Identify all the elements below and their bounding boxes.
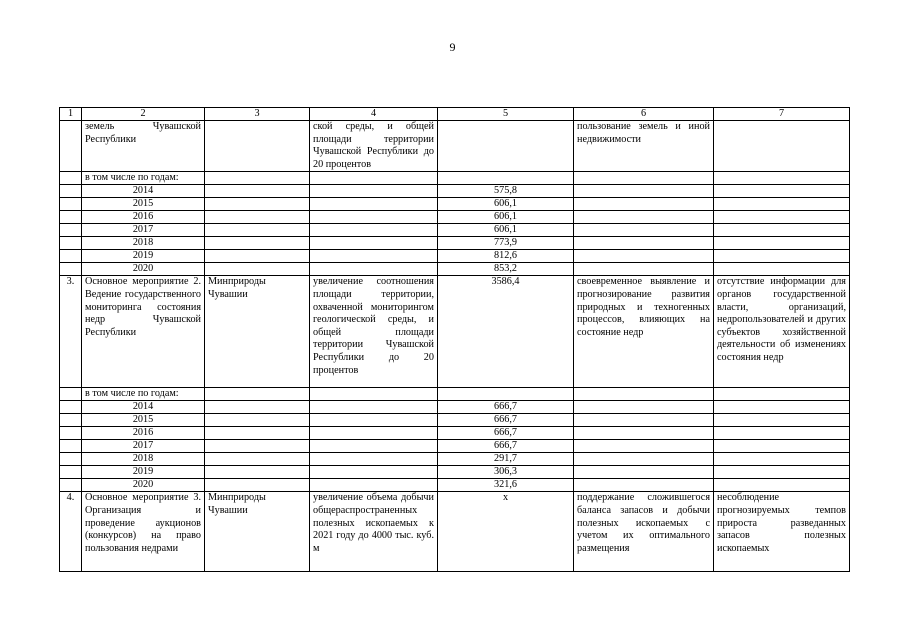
year-row bbox=[60, 466, 850, 479]
year-cell: 2017 bbox=[82, 440, 205, 453]
year-row bbox=[60, 224, 850, 237]
year-cell: 2020 bbox=[82, 479, 205, 492]
amount-cell: 291,7 bbox=[438, 453, 574, 466]
table-row bbox=[60, 121, 850, 172]
year-cell: 2019 bbox=[82, 250, 205, 263]
consequence-cell: несоблюдение прогнозируемых темпов прироста разведанных запасов полезных ископаемых bbox=[714, 492, 850, 572]
amount-cell: 666,7 bbox=[438, 401, 574, 414]
consequence-cell: отсутствие информации для органов государственной власти, организаций, недропользователей и других субъектов хозяйственной деятельности об изменениях состояния недр bbox=[714, 276, 850, 388]
year-cell: 2016 bbox=[82, 427, 205, 440]
amount-cell: 773,9 bbox=[438, 237, 574, 250]
year-row bbox=[60, 185, 850, 198]
row-number-cell: 3. bbox=[60, 276, 82, 388]
year-row bbox=[60, 211, 850, 224]
column-number-7: 7 bbox=[714, 108, 850, 121]
event-name-cell: Основное мероприятие 2. Ведение государственного мониторинга состояния недр Чувашской Республики bbox=[82, 276, 205, 388]
amount-cell: 606,1 bbox=[438, 211, 574, 224]
column-number-4: 4 bbox=[310, 108, 438, 121]
table-row bbox=[60, 492, 850, 572]
amount-cell: 666,7 bbox=[438, 440, 574, 453]
amount-cell: 606,1 bbox=[438, 198, 574, 211]
amount-cell: 3586,4 bbox=[438, 276, 574, 388]
event-name-cell: Основное мероприятие 3. Организация и проведение аукционов (конкурсов) на право пользования недрами bbox=[82, 492, 205, 572]
amount-cell: 575,8 bbox=[438, 185, 574, 198]
column-number-5: 5 bbox=[438, 108, 574, 121]
year-row bbox=[60, 250, 850, 263]
year-row bbox=[60, 427, 850, 440]
year-cell: 2015 bbox=[82, 198, 205, 211]
year-row bbox=[60, 263, 850, 276]
indicator-cell: увеличение объема добычи общераспространенных полезных ископаемых к 2021 году до 4000 тыс. куб. м bbox=[310, 492, 438, 572]
column-number-6: 6 bbox=[574, 108, 714, 121]
year-cell: 2020 bbox=[82, 263, 205, 276]
amount-cell: х bbox=[438, 492, 574, 572]
amount-cell: 812,6 bbox=[438, 250, 574, 263]
page-number: 9 bbox=[449, 40, 456, 54]
year-row bbox=[60, 237, 850, 250]
amount-cell: 321,6 bbox=[438, 479, 574, 492]
column-number-3: 3 bbox=[205, 108, 310, 121]
year-cell: 2018 bbox=[82, 453, 205, 466]
table-row bbox=[60, 276, 850, 388]
amount-cell: 853,2 bbox=[438, 263, 574, 276]
year-cell: 2015 bbox=[82, 414, 205, 427]
column-number-2: 2 bbox=[82, 108, 205, 121]
amount-cell: 666,7 bbox=[438, 414, 574, 427]
year-row bbox=[60, 479, 850, 492]
by-years-row bbox=[60, 172, 850, 185]
column-numbers-row bbox=[60, 108, 850, 121]
indicator-cell: увеличение соотношения площади территории, охваченной мониторингом геологической среды, и общей площади территории Чувашской Республики до 20 процентов bbox=[310, 276, 438, 388]
expected-result-cell: поддержание сложившегося баланса запасов и добычи полезных ископаемых с учетом их оптимального размещения bbox=[574, 492, 714, 572]
column-number-1: 1 bbox=[60, 108, 82, 121]
year-row bbox=[60, 401, 850, 414]
executor-cell: Минприроды Чувашии bbox=[205, 276, 310, 388]
row-number-cell: 4. bbox=[60, 492, 82, 572]
year-row bbox=[60, 198, 850, 211]
executor-cell: Минприроды Чувашии bbox=[205, 492, 310, 572]
amount-cell: 606,1 bbox=[438, 224, 574, 237]
year-row bbox=[60, 414, 850, 427]
year-cell: 2017 bbox=[82, 224, 205, 237]
event-name-cell: земель Чувашской Республики bbox=[82, 121, 205, 172]
year-cell: 2018 bbox=[82, 237, 205, 250]
year-cell: 2014 bbox=[82, 185, 205, 198]
year-cell: 2016 bbox=[82, 211, 205, 224]
year-cell: 2014 bbox=[82, 401, 205, 414]
amount-cell: 306,3 bbox=[438, 466, 574, 479]
year-cell: 2019 bbox=[82, 466, 205, 479]
expected-result-cell: своевременное выявление и прогнозирование развития природных и техногенных процессов, влияющих на состояние недр bbox=[574, 276, 714, 388]
indicator-cell: ской среды, и общей площади территории Чувашской Республики до 20 процентов bbox=[310, 121, 438, 172]
by-years-label: в том числе по годам: bbox=[82, 388, 205, 401]
program-table bbox=[59, 107, 850, 572]
year-row bbox=[60, 440, 850, 453]
amount-cell: 666,7 bbox=[438, 427, 574, 440]
by-years-label: в том числе по годам: bbox=[82, 172, 205, 185]
expected-result-cell: пользование земель и иной недвижимости bbox=[574, 121, 714, 172]
year-row bbox=[60, 453, 850, 466]
by-years-row bbox=[60, 388, 850, 401]
